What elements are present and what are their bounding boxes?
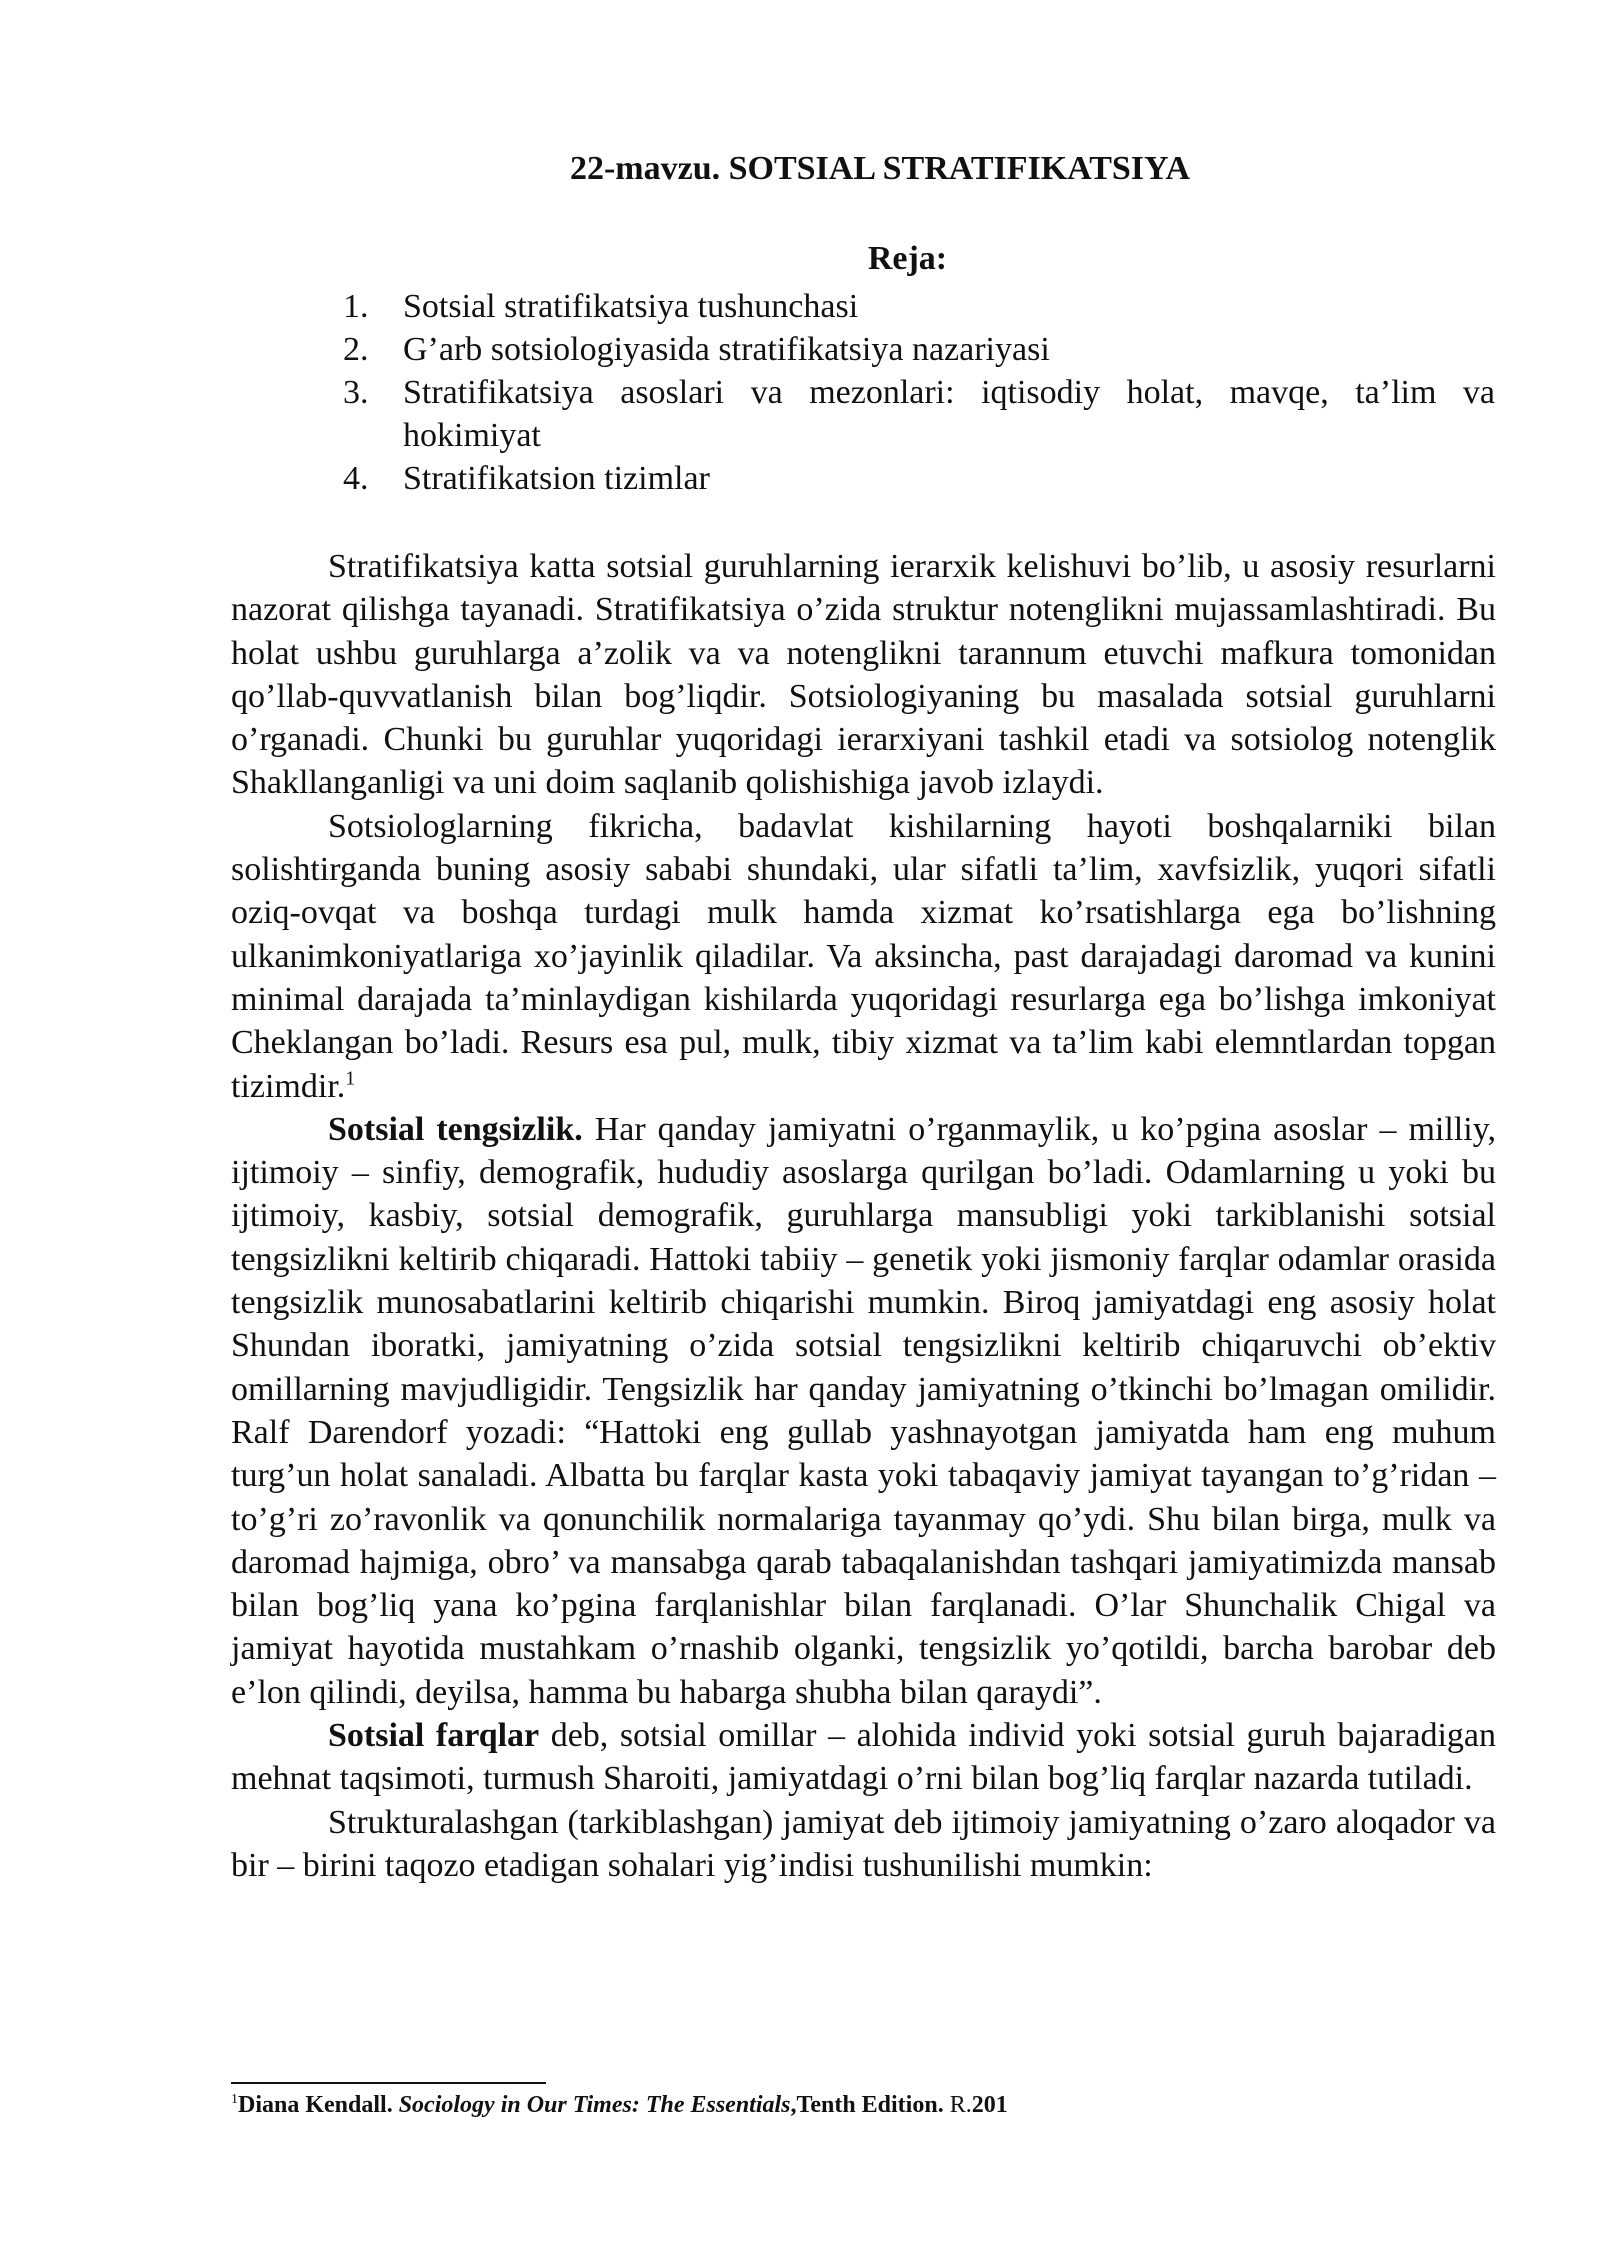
footnote: [231, 2090, 1496, 2120]
term-social-inequality: Sotsial tengsizlik.: [328, 1110, 583, 1148]
paragraph-text: deb, sotsial omillar – alohida individ yoki sotsial guruh bajaradigan mehnat taqsimoti, turmush Sharoiti, jamiyatdagi o’rni bilan bog’liq farqlar nazarda tutiladi.: [231, 1717, 1496, 1798]
footnote-page-prefix: R.: [949, 2092, 972, 2118]
paragraph-stratification-definition: Stratifikatsiya katta sotsial guruhlarning ierarxik kelishuvi bo’lib, u asosiy resurlarni nazorat qilishga tayanadi. Stratifikatsiya o’zida struktur notenglikni mujassamlashtiradi. Bu holat ushbu guruhlarga a’zolik va va notenglikni tarannum etuvchi mafkura tomonidan qo’llab-quvvatlanish bilan bog’liqdir. Sotsiologiyaning bu masalada sotsial guruhlarni o’rganadi. Chunki bu guruhlar yuqoridagi ierarxiyani tashkil etadi va sotsiolog notenglik Shakllanganligi va uni doim saqlanib qolishishiga javob izlaydi.: [231, 548, 1496, 802]
footnote-number: 1: [231, 2092, 238, 2107]
paragraph-social-inequality: [231, 1108, 1496, 1714]
plan-item-text: Stratifikatsiya asoslari va mezonlari: iqtisodiy holat, mavqe, ta’lim va hokimiyat: [403, 374, 1495, 454]
body-text: [231, 545, 1496, 1887]
plan-list: [335, 285, 1495, 500]
paragraph-text: Sotsiologlarning fikricha, badavlat kishilarning hayoti boshqalarniki bilan solishtirganda buning asosiy sababi shundaki, ular sifatli ta’lim, xavfsizlik, yuqori sifatli oziq-ovqat va boshqa turdagi mulk hamda xizmat ko’rsatishlarga ega bo’lishning ulkanimkoniyatlariga xo’jayinlik qiladilar. Va aksincha, past darajadagi daromad va kunini minimal darajada ta’minlaydigan kishilarda yuqoridagi resurlarga ega bo’lishga imkoniyat Cheklangan bo’ladi. Resurs esa pul, mulk, tibiy xizmat va ta’lim kabi elemntlardan topgan tizimdir.: [231, 807, 1496, 1105]
plan-heading: Reja:: [867, 240, 948, 277]
paragraph-structured-society: Strukturalashgan (tarkiblashgan) jamiyat deb ijtimoiy jamiyatning o’zaro aloqador va bir – birini taqozo etadigan sohalari yig’indisi tushunilishi mumkin:: [231, 1803, 1496, 1884]
paragraph-sociologists-view: [231, 805, 1496, 1108]
plan-item-text: Sotsial stratifikatsiya tushunchasi: [403, 288, 859, 325]
plan-item-number: 4.: [343, 460, 369, 497]
plan-item-number: 1.: [343, 288, 369, 325]
plan-item-number: 3.: [343, 374, 369, 411]
footnote-page-number: 201: [971, 2092, 1008, 2118]
plan-item: [335, 371, 1495, 457]
footnote-book-title: Sociology in Our Times: The Essentials: [398, 2092, 791, 2118]
page-title: 22-mavzu. SOTSIAL STRATIFIKATSIYA: [569, 150, 1191, 187]
footnote-reference[interactable]: 1: [345, 1067, 356, 1090]
footnote-divider: [231, 2082, 546, 2084]
plan-item: [335, 285, 1495, 328]
paragraph-text: Har qanday jamiyatni o’rganmaylik, u ko’pgina asoslar – milliy, ijtimoiy – sinfiy, demografik, hududiy asoslarga qurilgan bo’ladi. Odamlarning u yoki bu ijtimoiy, kasbiy, sotsial demografik, guruhlarga mansubligi yoki tarkiblanishi sotsial tengsizlikni keltirib chiqaradi. Hattoki tabiiy – genetik yoki jismoniy farqlar odamlar orasida tengsizlik munosabatlarini keltirib chiqarishi mumkin. Biroq jamiyatdagi eng asosiy holat Shundan iboratki, jamiyatning o’zida sotsial tengsizlikni keltirib chiqaruvchi ob’ektiv omillarning mavjudligidir. Tengsizlik har qanday jamiyatning o’tkinchi bo’lmagan omilidir. Ralf Darendorf yozadi: “Hattoki eng gullab yashnayotgan jamiyatda ham eng muhum turg’un holat sanaladi. Albatta bu farqlar kasta yoki tabaqaviy jamiyat tayangan to’g’ridan – to’g’ri zo’ravonlik va qonunchilik normalariga tayanmay qo’ydi. Shu bilan birga, mulk va daromad hajmiga, obro’ va mansabga qarab tabaqalanishdan tashqari jamiyatimizda mansab bilan bog’liq yana ko’pgina farqlanishlar bilan farqlanadi. O’lar Shunchalik Chigal va jamiyat hayotida mustahkam o’rnashib olganki, tengsizlik yo’qotildi, barcha barobar deb e’lon qilindi, deyilsa, hamma bu habarga shubha bilan qaraydi”.: [231, 1110, 1496, 1711]
plan-item-text: Stratifikatsion tizimlar: [403, 460, 710, 497]
plan-item-number: 2.: [343, 331, 369, 368]
paragraph-social-differences: [231, 1714, 1496, 1801]
plan-item: [335, 328, 1495, 371]
footnote-author: Diana Kendall.: [238, 2092, 393, 2118]
footnote-edition: ,Tenth Edition.: [790, 2092, 944, 2118]
plan-item: [335, 457, 1495, 500]
term-social-differences: Sotsial farqlar: [328, 1717, 540, 1755]
plan-item-text: G’arb sotsiologiyasida stratifikatsiya nazariyasi: [403, 331, 1050, 368]
